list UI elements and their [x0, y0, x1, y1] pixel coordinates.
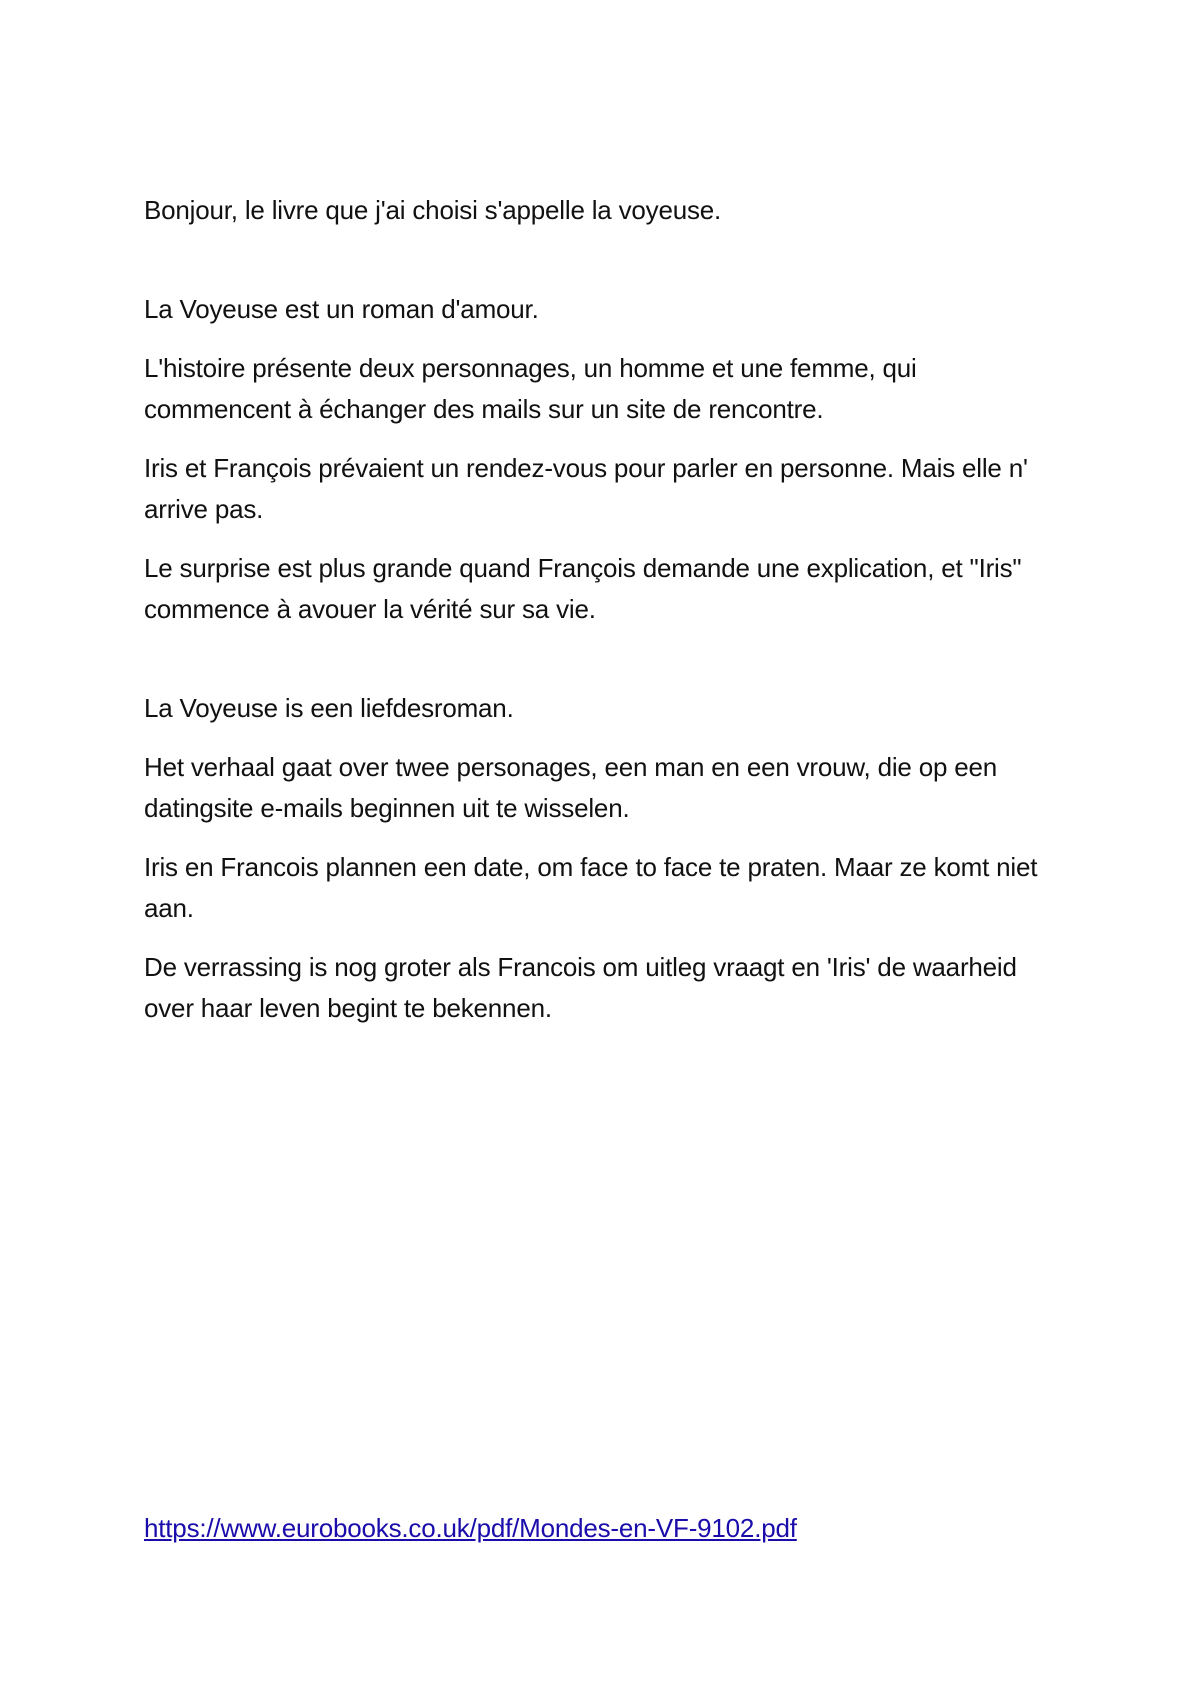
intro-paragraph: Bonjour, le livre que j'ai choisi s'appelle la voyeuse. — [144, 195, 722, 225]
section-spacer — [144, 648, 1064, 688]
french-section — [144, 289, 1064, 630]
document-body — [144, 190, 1064, 1047]
dutch-paragraph-meeting: Iris en Francois plannen een date, om face to face te praten. Maar ze komt niet aan. — [144, 852, 1038, 923]
french-paragraph-genre: La Voyeuse est un roman d'amour. — [144, 294, 539, 324]
dutch-paragraph-genre: La Voyeuse is een liefdesroman. — [144, 693, 514, 723]
dutch-paragraph-characters: Het verhaal gaat over twee personages, een man en een vrouw, die op een datingsite e-mails beginnen uit te wisselen. — [144, 752, 998, 823]
french-paragraph-characters: L'histoire présente deux personnages, un homme et une femme, qui commencent à échanger des mails sur un site de rencontre. — [144, 353, 917, 424]
source-link-line — [144, 1508, 1064, 1549]
french-paragraph-surprise: Le surprise est plus grande quand François demande une explication, et "Iris" commence à avouer la vérité sur sa vie. — [144, 553, 1022, 624]
dutch-paragraph-surprise: De verrassing is nog groter als Francois om uitleg vraagt en 'Iris' de waarheid over haar leven begint te bekennen. — [144, 952, 1017, 1023]
source-link[interactable]: https://www.eurobooks.co.uk/pdf/Mondes-en-VF-9102.pdf — [144, 1513, 797, 1543]
french-paragraph-meeting: Iris et François prévaient un rendez-vous pour parler en personne. Mais elle n' arrive pas. — [144, 453, 1028, 524]
dutch-section — [144, 688, 1064, 1029]
section-spacer — [144, 249, 1064, 289]
